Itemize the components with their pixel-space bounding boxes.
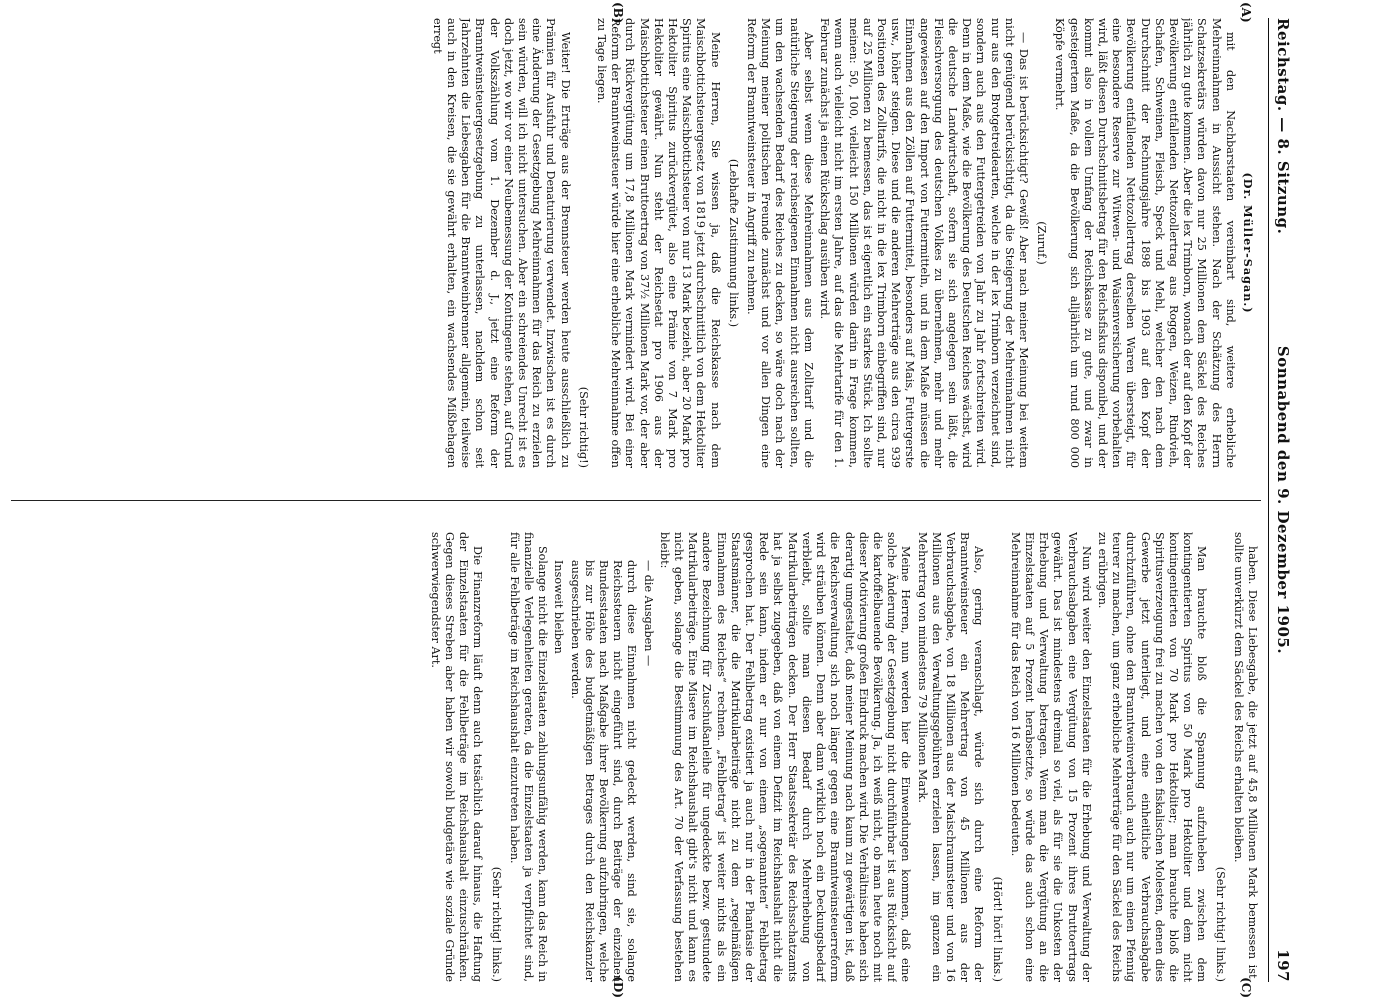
paragraph: — Das ist berücksichtigt? Gewiß! Aber nach meiner Meinung bei weitem nicht genügend berücksichtigt, da die Steigerung der Mehreinnahmen nicht nur aus den Brotgetreidearten, welche in der lex Trimborn verzeichnet sind, sondern auch aus den Futtergetreiden von Jahr zu Jahr fortschreiten wird. Denn in dem Maße, wie die Bevölkerung des Deutschen Reiches wächst, wird die deutsche Landwirtschaft, sofern sie sich angelegen sein läßt, die Fleischversorgung des deutschen Volkes zu übernehmen, mehr und mehr angewiesen auf den Import von Futtermitteln, und in dem Maße müssen die Einnahmen aus den Zöllen auf Futtermittel, besonders auf Mais, Futtergerste usw., höher steigen. Diese und die anderen Mehrerträge aus den circa 939 Positionen des Zolltarifs, die nicht in die lex Trimborn einbegriffen sind, nur auf 25 Millionen zu bemessen, das ist eigentlich ein starkes Stück. Ich sollte meinen: 50, 100, vielleicht 150 Millionen würden darin in Frage kommen, wenn auch vielleicht nicht im ersten Jahre, auf das die Mehrtarife für den 1. Februar zunächst ja einen Rückschlag ausüben wird. [818,18,1030,468]
interjection: (Sehr richtig!) [576,386,590,468]
quote-line: Insoweit bleiben [552,560,566,654]
margin-mark-c: (C) [1239,977,1253,998]
quote-line: — die Ausgaben — [641,560,655,667]
paragraph: Solange nicht die Einzelstaaten zahlungsunfähig werden, kann das Reich in finanzielle Verlegenheiten geraten, da die Einzelstaaten ja verpflichtet sind, für alle Fehlbeträge im Reichshaushalt einzutreten haben. [507,532,550,982]
interjection: (Sehr richtig! links.) [1213,866,1227,982]
paragraph: Die Finanzreform läuft denn auch tatsächlich darauf hinaus, die Haftung der Einzelstaaten für die Fehlbeträge im Reichshaushalt einzuschränken. Gegen dieses Streben aber haben wir sowohl budgetäre wie soziale Gründe schwerwiegendster Art. [428,532,485,982]
header-date: Sonnabend den 9. Dezember 1905. [1274,345,1292,655]
paragraph: Also, gering veranschlagt, würde sich durch eine Reform der Branntweinsteuer ein Mehrertrag von 45 Millionen aus der Verbrauchsabgabe, von 18 Millionen aus der Maischraumsteuer und von 16 Millionen aus den Verwaltungsgebühren erzielen lassen, im ganzen ein Mehrertrag von mindestens 79 Millionen Mark. [915,532,986,982]
speaker-tag: (Dr. Müller-Sagan.) [1241,172,1255,314]
interjection: (Hört! hört! links.) [990,876,1004,982]
margin-mark-a: (A) [1239,2,1253,23]
paragraph: Meine Herren, Sie wissen ja, daß die Reichskasse nach dem Maischbottichsteuergesetz von 1819 jetzt durchschnittlich von dem Hektoliter Spiritus eine Maischbottichsteuer von nur 13 Mark bezieht, aber 20 Mark pro Hektoliter Spiritus zurückvergütet, also eine Prämie von 7 Mark pro Hektoliter gewährt. Nun steht der Reichsetat pro 1906 aus der Maischbottichsteuer einen Bruttoertrag von 37½ Millionen Mark vor, der aber durch Rückvergütung um 17,8 Millionen Mark vermindert wird. Bei einer Reform der Branntweinsteuer würde hier eine erhebliche Mehreinnahme offen zu Tage liegen. [595,18,722,468]
margin-mark-b: (B) [611,2,625,24]
page-number: 197 [1274,949,1292,982]
interjection: (Zuruf.) [1035,221,1049,265]
paragraph: Nun wird weiter den Einzelstaaten für die Erhebung und Verwaltung der Verbrauchsabgaben eine Vergütung von 15 Prozent ihres Bruttoertrags gewährt. Das ist mindestens dreimal so viel, als für sie die Unkosten der Erhebung und Verwaltung betragen. Wenn man die Vergütung an die Einzelstaaten auf 5 Prozent herabsetzte, so würde das auch schon eine Mehreinnahme für das Reich von 16 Millionen bedeuten. [1008,532,1093,982]
quote-line: durch diese Einnahmen nicht gedeckt werden, sind sie, solange Reichssteuern nicht eingeführt sind, durch Beiträge der einzelnen Bundesstaaten nach Maßgabe ihrer Bevölkerung aufzubringen, welche bis zur Höhe des budgetmäßigen Betrages durch den Reichskanzler ausgeschrieben werden. [568,560,639,982]
paragraph: Weiter! Die Erträge aus der Brennsteuer werden heute ausschließlich zu Prämien für Ausfuhr und Denaturierung verwendet. Inzwischen ist es durch eine Änderung der Gesetzgebung Mehreinnahmen für das Reich zu erzielen sein würden, will ich nicht untersuchen. Aber ein schreiendes Unrecht ist es doch jetzt, wo wir vor einer Neubemessung der Kontingente stehen, auf Grund der Volkszählung vom 1. Dezember d. J., jetzt eine Reform der Branntweinsteuergesetzgebung zu unterlassen, nachdem schon seit Jahrzehnten die Liebesgaben für die Branntweinbrenner allgemein, teilweise auch in den Kreisen, die sie gewährt erhalten, ein wachsendes Mißbehagen erregt [430,18,572,468]
left-column [14,18,1259,468]
paragraph: Man brauchte bloß die Spannung aufzuheben zwischen dem kontingentierten Spiritus von 50 Mark pro Hektoliter und dem nicht kontingentierten von 70 Mark pro Hektoliter; man brauchte bloß die Spiritusverzeugung frei zu machen von den fiskalischen Molesten, denen dies Gewerbe jetzt unterliegt, und eine einheitliche Verbrauchsabgabe durchzuführen, ohne den Branntweinverbrauch auch nur um einen Pfennig teurer zu machen, um ganz erhebliche Mehrerträge für den Säckel des Reichs zu erübrigen. [1095,532,1209,982]
margin-mark-d: (D) [611,976,625,998]
column-divider [11,500,1261,501]
paragraph: Meine Herren, nun werden hier die Einwendungen kommen, daß eine solche Änderung der Gesetzgebung nicht durchführbar ist aus Rücksicht auf die kartoffelbauende Bevölkerung. Ja, ich weiß nicht, ob man heute noch mit dieser Motivierung großen Eindruck machen wird. Die Verhältnisse haben sich derartig umgestaltet, daß meiner Meinung nach kaum zu gewärtigen ist, daß die Reichsverwaltung sich noch länger gegen eine Branntweinsteuerreform wird sträuben können. Denn aber dann wirklich noch ein Deckungsbedarf verbleibt, sollte man diesen Bedarf durch Mehrerhebung von Matrikularbeiträgen decken. Der Herr Staatssekretär des Reichsschatzamts hat ja selbst zugegeben, daß von einem Defizit im Reichshaushalt nicht die Rede sein kann, indem er nur von einem „sogenannten“ Fehlbetrag gesprochen hat. Der Fehlbetrag existiert ja auch nur in der Phantasie der Staatsmänner, die die Matrikularbeiträge nicht zu dem „regelmäßigen Einnahmen des Reiches“ rechnen. „Fehlbetrag“ ist weiter nichts als ein andere Bezeichnung für Zuschußanleihe für ungedeckte bezw. gestundete Matrikularbeiträge. Eine Misere im Reichshaushalt gibt's nicht und kann es nicht geben, solange die Bestimmung des Art. 70 der Verfassung bestehen bleibt: [657,532,913,982]
paragraph: haben. Diese Liebesgabe, die jetzt auf 45,8 Millionen Mark bemessen ist, sollte unverkürzt dem Säckel des Reichs erhalten bleiben. [1231,532,1259,982]
paragraph: Aber selbst wenn diese Mehreinnahmen aus dem Zolltarif und die natürliche Steigerung der reichseigenen Einnahmen nicht ausreichen sollten, um den wachsenden Bedarf des Reiches zu decken, so wäre doch nach der Meinung meiner politischen Freunde zunächst und vor allen Dingen eine Reform der Branntweinsteuer in Angriff zu nehmen. [745,18,815,468]
right-column [14,532,1259,982]
paragraph: mit den Nachbarstaaten vereinbart sind, weitere erhebliche Mehreinnahmen in Aussicht stehen. Nach der Schätzung des Herrn Schatzsekretärs würden davon nur 25 Millionen dem Säckel des Reiches jährlich zu gute kommen. Aber die lex Trimborn, wonach der auf den Kopf der Bevölkerung entfallenden Nettozollertrag aus Roggen, Weizen, Rindvieh, Schafen, Schweinen, Fleisch, Speck und Mehl, welcher den nach dem Durchschnitt der Rechnungsjahre 1898 bis 1903 auf den Kopf der Bevölkerung entfallenden Nettozollertrag derselben Waren übersteigt, für eine besondere Reserve zur Witwen- und Waisenversicherung vorbehalten wird, läßt diesen Durchschnittsbetrag für den Reichsfiskus disponibel, und der kommt also in vollem Umfang der Reichskasse zu gute, und zwar in gesteigertem Maße, da die Bevölkerung sich alljährlich um rund 800 000 Köpfe vermehrt. [1053,18,1237,468]
header-title: Reichstag. — 8. Sitzung. [1274,18,1292,235]
page-header [1268,18,1297,982]
interjection: (Lebhafte Zustimmung links.) [726,158,740,328]
interjection: (Sehr richtig! links.) [489,866,503,982]
